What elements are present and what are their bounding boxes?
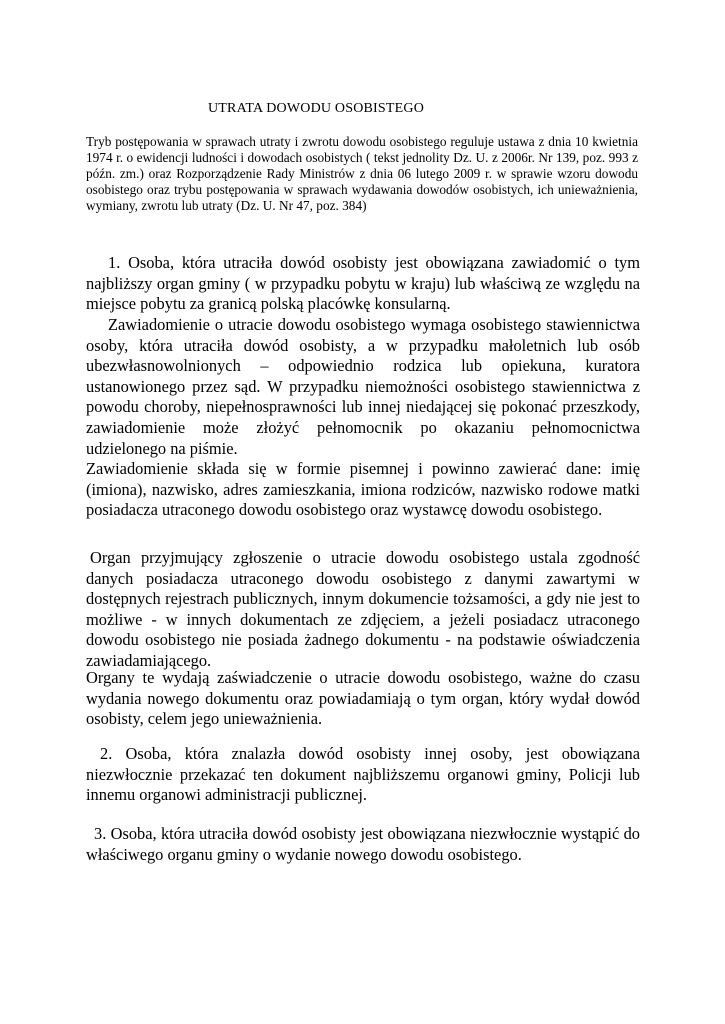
paragraph-1-loss-notification: 1. Osoba, która utraciła dowód osobisty jest obowiązana zawiadomić o tym najbliższy organ gminy ( w przypadku pobytu w kraju) lub właściwą ze względu na miejsce pobytu za granicą polską placówkę konsularną.	[86, 253, 640, 314]
paragraph-2-found-id: 2. Osoba, która znalazła dowód osobisty innej osoby, jest obowiązana niezwłocznie przekazać ten dokument najbliższemu organowi gminy, Policji lub innemu organowi administracji publicznej.	[86, 744, 640, 805]
paragraph-3-new-id: 3. Osoba, która utraciła dowód osobisty jest obowiązana niezwłocznie wystąpić do właściwego organu gminy o wydanie nowego dowodu osobistego.	[86, 824, 640, 864]
paragraph-data-verification: Organ przyjmujący zgłoszenie o utracie dowodu osobistego ustala zgodność danych posiadacza utraconego dowodu osobistego z danymi zawartymi w dostępnych rejestrach publicznych, innym dokumencie tożsamości, a gdy nie jest to możliwe - w innych dokumentach ze zdjęciem, a jeżeli posiadacz utraconego dowodu osobistego nie posiada żadnego dokumentu - na podstawie oświadczenia zawiadamiającego.	[86, 548, 640, 670]
paragraph-notification-form: Zawiadomienie składa się w formie pisemnej i powinno zawierać dane: imię (imiona), nazwisko, adres zamieszkania, imiona rodziców, nazwisko rodowe matki posiadacza utraconego dowodu osobistego oraz wystawcę dowodu osobistego.	[86, 459, 640, 520]
paragraph-personal-appearance: Zawiadomienie o utracie dowodu osobistego wymaga osobistego stawiennictwa osoby, która utraciła dowód osobisty, a w przypadku małoletnich lub osób ubezwłasnowolnionych – odpowiednio rodzica lub opiekuna, kuratora ustanowionego przez sąd. W przypadku niemożności osobistego stawiennictwa z powodu choroby, niepełnosprawności lub innej niedającej się pokonać przeszkody, zawiadomienie może złożyć pełnomocnik po okazaniu pełnomocnictwa udzielonego na piśmie.	[86, 315, 640, 458]
document-title: UTRATA DOWODU OSOBISTEGO	[208, 101, 425, 116]
paragraph-certificate-issuance: Organy te wydają zaświadczenie o utracie dowodu osobistego, ważne do czasu wydania nowego dokumentu oraz powiadamiają o tym organ, który wydał dowód osobisty, celem jego unieważnienia.	[86, 668, 640, 729]
legal-basis-paragraph: Tryb postępowania w sprawach utraty i zwrotu dowodu osobistego reguluje ustawa z dnia 10 kwietnia 1974 r. o ewidencji ludności i dowodach osobistych ( tekst jednolity Dz. U. z 2006r. Nr 139, poz. 993 z późn. zm.) oraz Rozporządzenie Rady Ministrów z dnia 06 lutego 2009 r. w sprawie wzoru dowodu osobistego oraz trybu postępowania w sprawach wydawania dowodów osobistych, ich unieważnienia, wymiany, zwrotu lub utraty (Dz. U. Nr 47, poz. 384)	[86, 134, 638, 214]
